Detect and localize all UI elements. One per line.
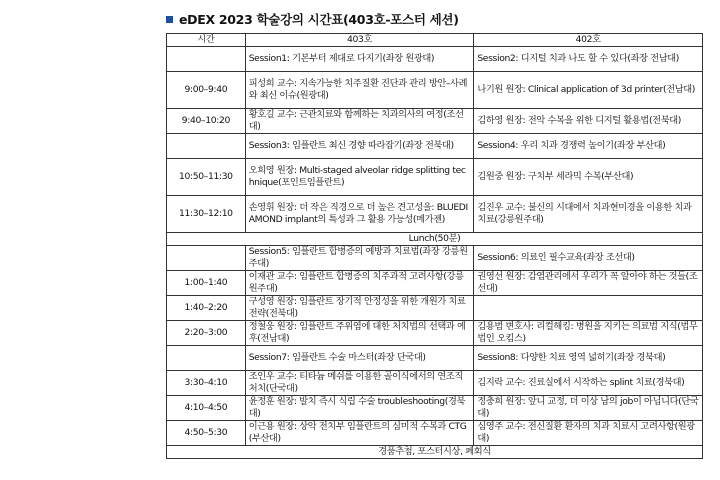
lecture-cell: 오희영 원장: Multi-staged alveolar ridge splitting technique(포인트임플란트) — [245, 159, 474, 196]
time-cell: 9:00–9:40 — [167, 72, 246, 109]
title-marker-icon — [166, 16, 173, 23]
table-row — [167, 321, 703, 346]
time-cell: 2:20–3:00 — [167, 321, 246, 346]
lecture-cell — [474, 296, 703, 321]
lecture-cell: 손영휘 원장: 더 작은 직경으로 더 높은 견고성을: BLUEDIAMOND implant의 특성과 그 활용 가능성(메가젠) — [245, 196, 474, 233]
time-cell: 4:50–5:30 — [167, 421, 246, 446]
lecture-cell: 정철웅 원장: 임플란트 주위염에 대한 처치법의 선택과 예후(전남대) — [245, 321, 474, 346]
header-room-403: 403호 — [245, 34, 474, 47]
lecture-cell: 나기원 원장: Clinical application of 3d printer(전남대) — [474, 72, 703, 109]
time-cell: 9:40–10:20 — [167, 109, 246, 134]
lecture-cell: 김하영 원장: 전악 수복을 위한 디지털 활용법(전북대) — [474, 109, 703, 134]
lunch-row — [167, 233, 703, 246]
lecture-cell: 윤정훈 원장: 발치 즉시 식립 수술 troubleshooting(경북대) — [245, 396, 474, 421]
session-header-cell: Session5: 임플란트 합병증의 예방과 치료법(좌장 강릉원주대) — [245, 246, 474, 271]
time-cell: 11:30–12:10 — [167, 196, 246, 233]
session-header-cell: Session3: 임플란트 최신 경향 따라잡기(좌장 전북대) — [245, 134, 474, 159]
lecture-cell: 이재관 교수: 임플란트 합병증의 치주과적 고려사항(강릉원주대) — [245, 271, 474, 296]
lunch-cell: Lunch(50분) — [167, 233, 703, 246]
session-header-cell: Session4: 우리 치과 경쟁력 높이기(좌장 부산대) — [474, 134, 703, 159]
table-row — [167, 72, 703, 109]
header-room-402: 402호 — [474, 34, 703, 47]
time-cell — [167, 346, 246, 371]
time-cell: 4:10–4:50 — [167, 396, 246, 421]
lecture-cell: 김원중 원장: 구치부 세라믹 수복(부산대) — [474, 159, 703, 196]
lecture-cell: 구성영 원장: 임플란트 장기적 안정성을 위한 개원가 치료전략(전북대) — [245, 296, 474, 321]
lecture-cell: 김용범 변호사: 리컬해킹: 병원을 지키는 의료법 지식(법무법인 오킴스) — [474, 321, 703, 346]
session-header-cell: Session6: 의료인 필수교육(좌장 조선대) — [474, 246, 703, 271]
time-cell — [167, 246, 246, 271]
table-row — [167, 47, 703, 72]
time-cell — [167, 134, 246, 159]
session-header-cell: Session2: 디지털 치과 나도 할 수 있다(좌장 전남대) — [474, 47, 703, 72]
table-row — [167, 159, 703, 196]
table-row — [167, 271, 703, 296]
time-cell: 3:30–4:10 — [167, 371, 246, 396]
table-row — [167, 396, 703, 421]
time-cell: 1:00–1:40 — [167, 271, 246, 296]
session-header-cell: Session1: 기본부터 제대로 다지기(좌장 원광대) — [245, 47, 474, 72]
table-row — [167, 246, 703, 271]
title-text: eDEX 2023 학술강의 시간표(403호-포스터 세션) — [179, 12, 459, 27]
table-row — [167, 296, 703, 321]
lecture-cell: 피성희 교수: 지속가능한 치주질환 진단과 관리 방안–사례와 최신 이슈(원광대) — [245, 72, 474, 109]
lecture-cell: 김지락 교수: 진료실에서 시작하는 splint 치료(경북대) — [474, 371, 703, 396]
session-header-cell: Session8: 다양한 치료 영역 넓히기(좌장 경북대) — [474, 346, 703, 371]
time-cell — [167, 47, 246, 72]
session-header-cell: Session7: 임플란트 수술 마스터(좌장 단국대) — [245, 346, 474, 371]
table-row — [167, 371, 703, 396]
lecture-cell: 김진우 교수: 불신의 시대에서 치과현미경을 이용한 치과치료(강릉원주대) — [474, 196, 703, 233]
lecture-cell: 황호길 교수: 근관치료와 함께하는 치과의사의 여정(조선대) — [245, 109, 474, 134]
lecture-cell: 조인우 교수: 티타늄 메쉬를 이용한 골이식에서의 연조직 처치(단국대) — [245, 371, 474, 396]
table-row — [167, 134, 703, 159]
closing-row — [167, 446, 703, 459]
time-cell: 1:40–2:20 — [167, 296, 246, 321]
time-cell: 10:50–11:30 — [167, 159, 246, 196]
table-row — [167, 346, 703, 371]
closing-cell: 경품추첨, 포스터시상, 폐회식 — [167, 446, 703, 459]
header-row — [167, 34, 703, 47]
lecture-cell: 이근용 원장: 상악 전치부 임플란트의 심미적 수복과 CTG(부산대) — [245, 421, 474, 446]
lecture-cell: 심영주 교수: 전신질환 환자의 치과 치료시 고려사항(원광대) — [474, 421, 703, 446]
lecture-cell: 정충희 원장: 앞니 교정, 더 이상 남의 job이 아닙니다(단국대) — [474, 396, 703, 421]
schedule-table — [166, 33, 703, 459]
page-title — [166, 10, 459, 28]
table-row — [167, 421, 703, 446]
table-row — [167, 109, 703, 134]
header-time: 시간 — [167, 34, 246, 47]
lecture-cell: 권영선 원장: 감염관리에서 우리가 꼭 알아야 하는 것들(조선대) — [474, 271, 703, 296]
table-row — [167, 196, 703, 233]
